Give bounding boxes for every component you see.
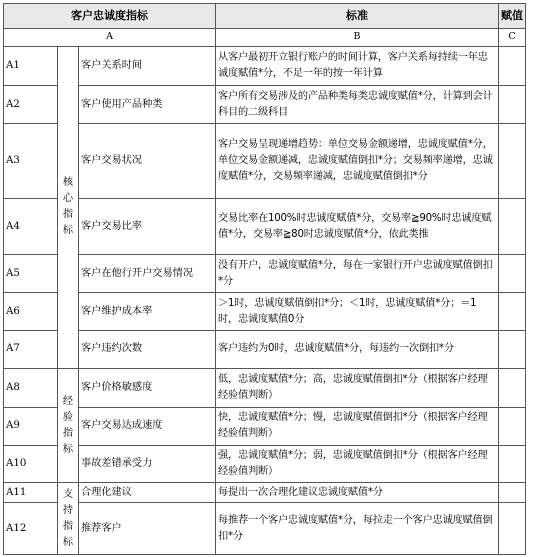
row-value [499,330,526,368]
row-value [499,293,526,330]
row-criterion: 客户关系时间 [79,46,216,85]
table-row [4,85,526,123]
group-char: 心 [62,193,74,205]
column-letter-b: B [216,28,499,46]
row-value [499,124,526,199]
row-standard: 快，忠诚度赋值*分；慢，忠诚度赋值倒扣*分（根据客户经理经验值判断） [216,407,499,445]
row-value [499,199,526,255]
group-char: 持 [62,504,74,516]
group-label-support [58,483,79,555]
row-criterion: 客户交易比率 [79,199,216,255]
loyalty-indicator-table [3,3,526,555]
row-code: A4 [4,199,58,255]
row-value [499,369,526,407]
row-criterion: 客户违约次数 [79,330,216,368]
table-row [4,293,526,330]
group-char: 支 [62,488,74,500]
row-code: A9 [4,407,58,445]
row-standard: ＞1时，忠诚度赋值倒扣*分；＜1时，忠诚度赋值*分；＝1时，忠诚度赋值0分 [216,293,499,330]
table-row [4,124,526,199]
group-label-core [58,46,79,369]
group-char: 指 [62,209,74,221]
table-row [4,199,526,255]
header-indicator: 客户忠诚度指标 [4,4,216,29]
header-row [4,4,526,29]
row-criterion: 客户使用产品种类 [79,85,216,123]
column-letter-a: A [4,28,216,46]
row-standard: 低，忠诚度赋值*分；高，忠诚度赋值倒扣*分（根据客户经理经验值判断） [216,369,499,407]
row-value [499,255,526,293]
group-char: 指 [62,427,74,439]
row-code: A8 [4,369,58,407]
column-letter-c: C [499,28,526,46]
group-char: 标 [62,536,74,548]
table-row [4,255,526,293]
row-criterion: 客户在他行开户交易情况 [79,255,216,293]
row-value [499,445,526,482]
row-value [499,46,526,85]
table-row [4,483,526,503]
row-code: A1 [4,46,58,85]
row-value [499,483,526,503]
row-value [499,85,526,123]
row-standard: 每推荐一个客户忠诚度赋值*分，每拉走一个客户忠诚度赋值倒扣*分 [216,503,499,555]
row-criterion: 事故差错承受力 [79,445,216,482]
row-code: A6 [4,293,58,330]
row-criterion: 客户维护成本率 [79,293,216,330]
row-criterion: 客户价格敏感度 [79,369,216,407]
group-char: 标 [62,443,74,455]
row-code: A3 [4,124,58,199]
row-standard: 客户违约为0时，忠诚度赋值*分，每违约一次倒扣*分 [216,330,499,368]
row-value [499,503,526,555]
row-standard: 从客户最初开立银行账户的时间计算，客户关系每持续一年忠诚度赋值*分，不足一年的按一年计算 [216,46,499,85]
header-standard: 标准 [216,4,499,29]
row-code: A5 [4,255,58,293]
header-value: 赋值 [499,4,526,29]
table-row [4,445,526,482]
group-label-experience [58,369,79,483]
row-standard: 客户所有交易涉及的产品种类每类忠诚度赋值*分，计算到会计科目的二级科目 [216,85,499,123]
row-criterion: 合理化建议 [79,483,216,503]
row-code: A2 [4,85,58,123]
group-char: 核 [62,177,74,189]
row-standard: 客户交易呈现递增趋势：单位交易金额递增，忠诚度赋值*分，单位交易金额递减，忠诚度赋值倒扣*分；交易频率递增，忠诚度赋值*分，交易频率递减，忠诚度赋值倒扣*分 [216,124,499,199]
row-code: A11 [4,483,58,503]
group-char: 指 [62,520,74,532]
row-criterion: 推荐客户 [79,503,216,555]
group-char: 标 [62,225,74,237]
table-row [4,503,526,555]
row-value [499,407,526,445]
table-row [4,330,526,368]
table-row [4,407,526,445]
row-code: A12 [4,503,58,555]
table-row [4,369,526,407]
column-letter-row [4,28,526,46]
row-standard: 没有开户，忠诚度赋值*分，每在一家银行开户忠诚度赋值倒扣*分 [216,255,499,293]
group-char: 验 [62,411,74,423]
row-criterion: 客户交易状况 [79,124,216,199]
row-criterion: 客户交易达成速度 [79,407,216,445]
row-code: A10 [4,445,58,482]
row-code: A7 [4,330,58,368]
group-char: 经 [62,395,74,407]
row-standard: 强，忠诚度赋值*分；弱，忠诚度赋值倒扣*分（根据客户经理经验值判断） [216,445,499,482]
row-standard: 每提出一次合理化建议忠诚度赋值*分 [216,483,499,503]
table-row [4,46,526,85]
row-standard: 交易比率在100%时忠诚度赋值*分，交易率≧90%时忠诚度赋值*分，交易率≧80时忠诚度赋值*分，依此类推 [216,199,499,255]
